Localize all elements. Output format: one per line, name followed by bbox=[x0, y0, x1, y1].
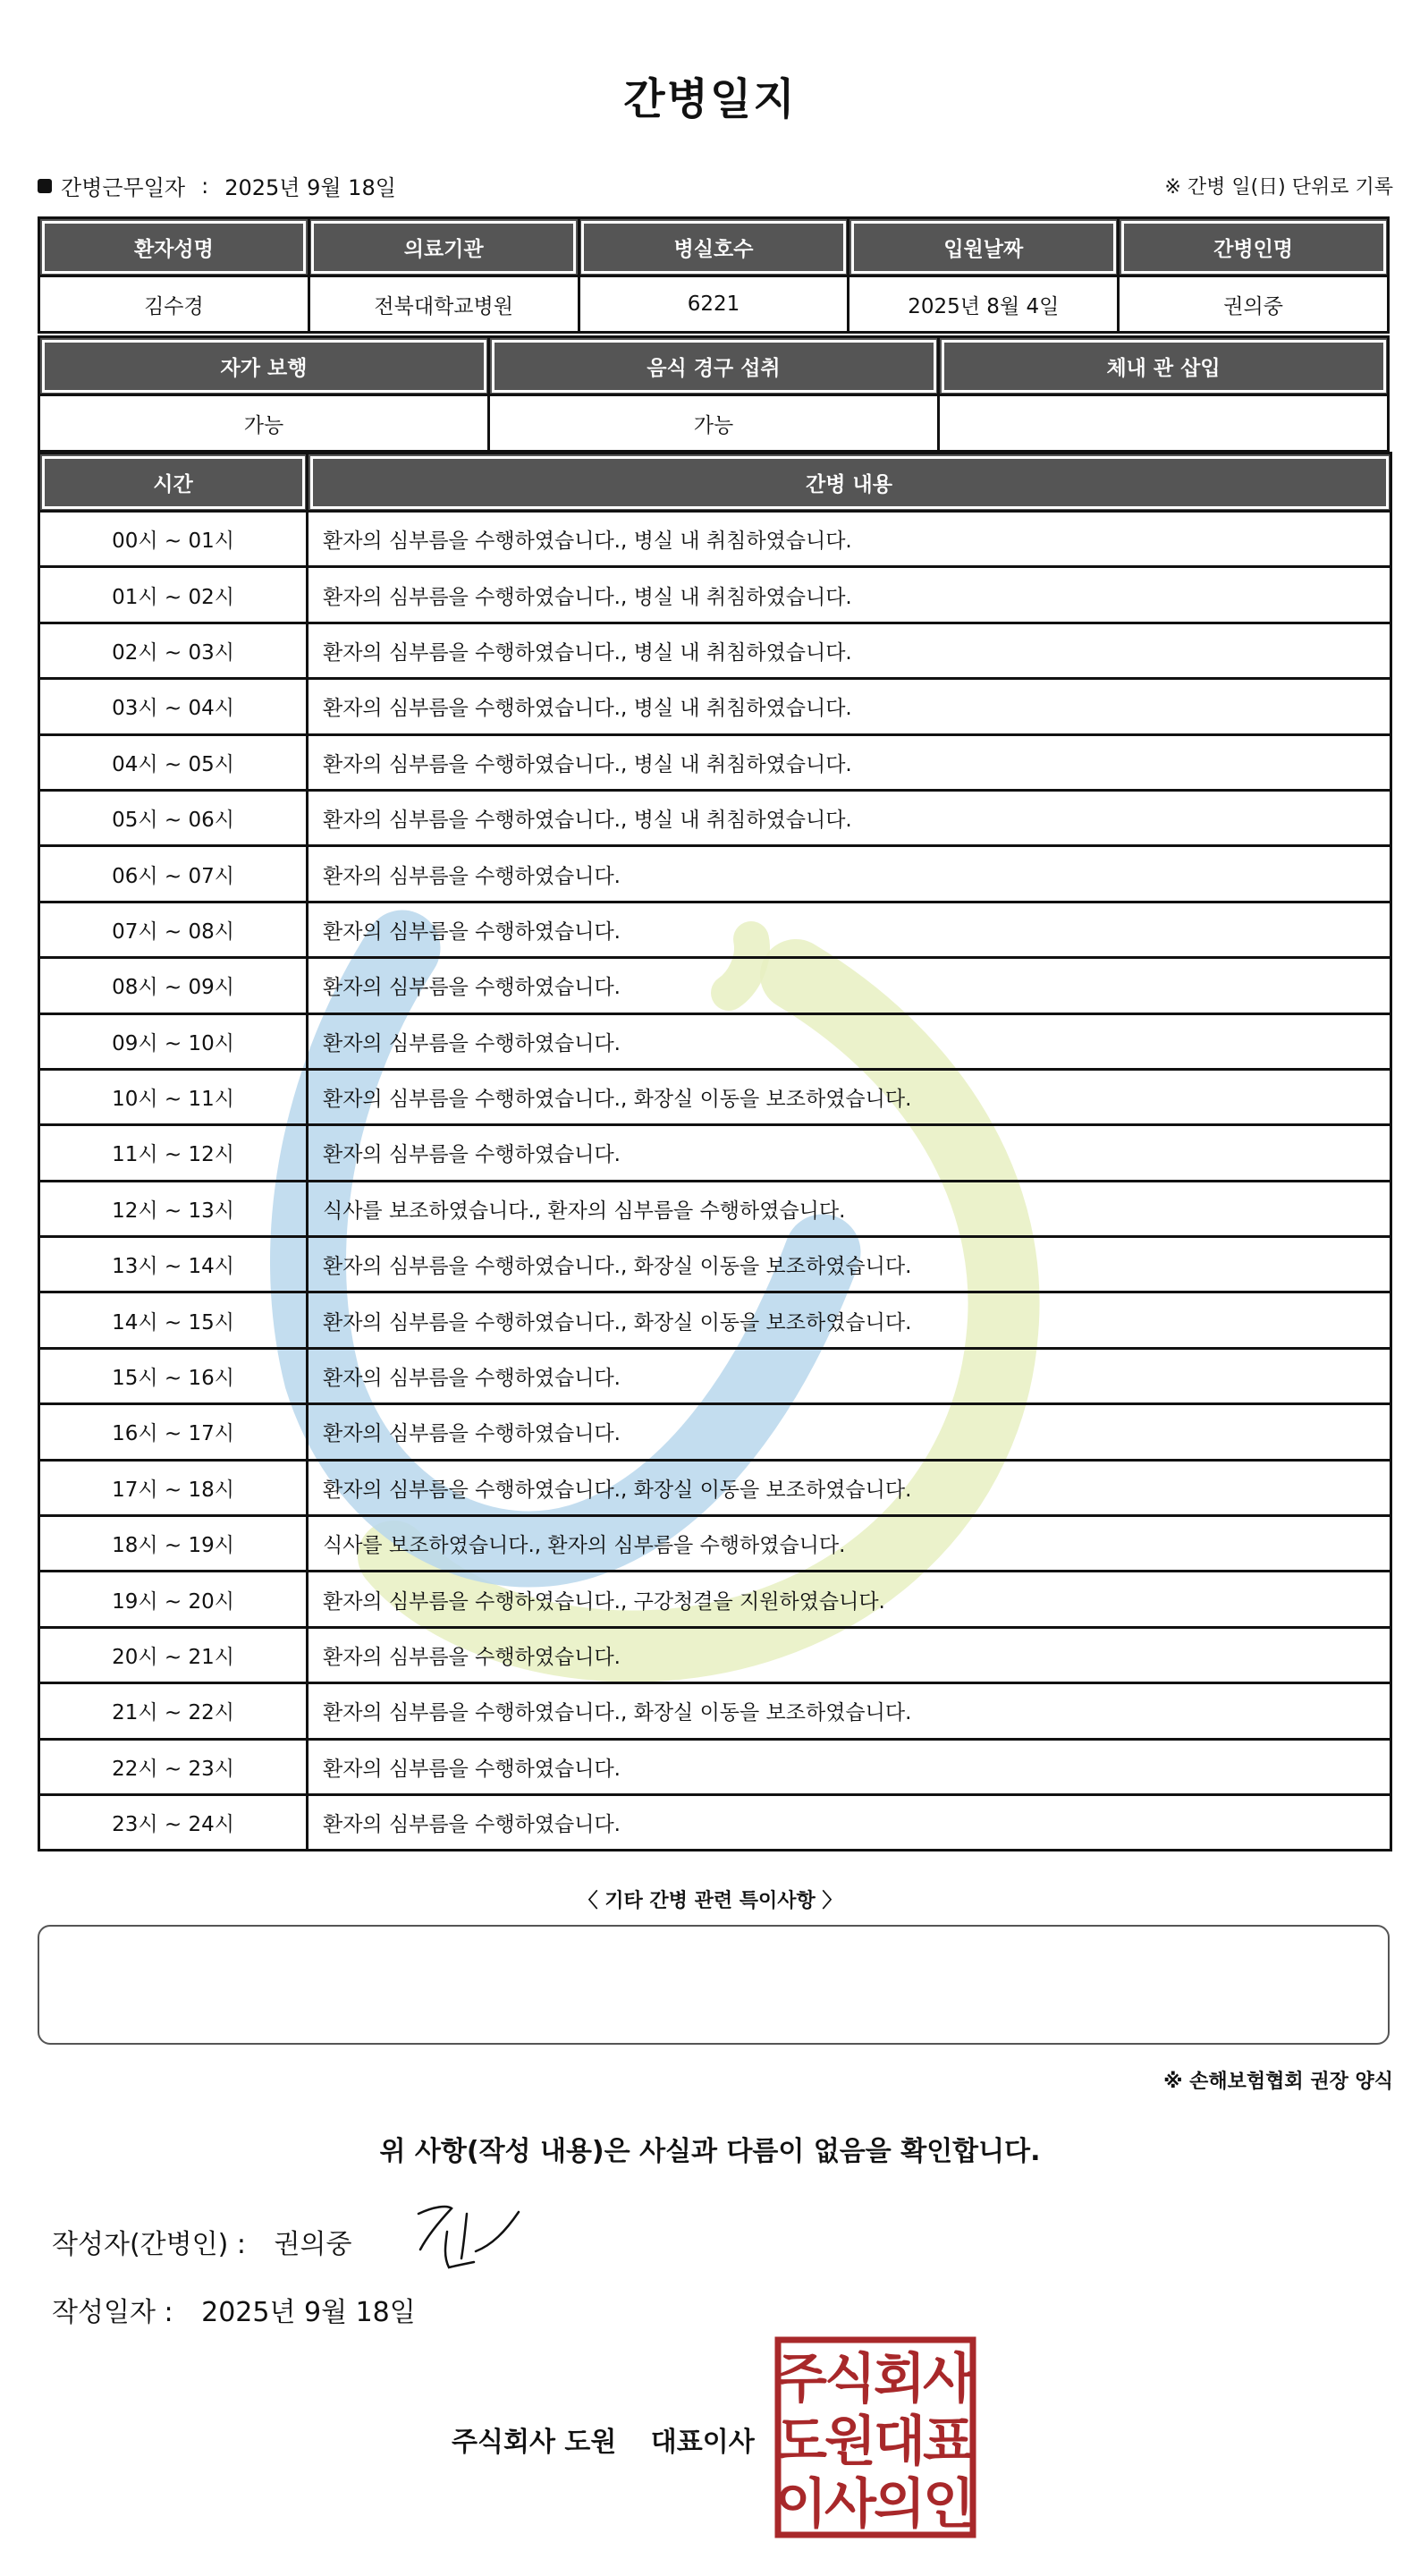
care-log-time: 14시 ~ 15시 bbox=[39, 1292, 308, 1348]
care-log-row bbox=[39, 1516, 1391, 1572]
header-hospital: 의료기관 bbox=[309, 218, 579, 276]
care-log-row bbox=[39, 902, 1391, 957]
care-log-time: 20시 ~ 21시 bbox=[39, 1627, 308, 1682]
writer-line bbox=[52, 2222, 351, 2261]
care-log-row bbox=[39, 1181, 1391, 1236]
care-log-content: 환자의 심부름을 수행하였습니다., 병실 내 취침하였습니다. bbox=[308, 790, 1391, 845]
header-oral-intake: 음식 경구 섭취 bbox=[489, 337, 939, 395]
company-seal-stamp bbox=[774, 2336, 976, 2538]
care-log-row bbox=[39, 1794, 1391, 1850]
care-log-time: 07시 ~ 08시 bbox=[39, 902, 308, 957]
page-title: 간병일지 bbox=[623, 74, 797, 124]
company-name: 주식회사 도원 bbox=[452, 2427, 617, 2458]
status-header-row bbox=[39, 337, 1389, 395]
seal-character: 의 bbox=[874, 2473, 926, 2536]
seal-character: 표 bbox=[923, 2411, 975, 2473]
work-date bbox=[38, 170, 396, 201]
care-log-row bbox=[39, 1627, 1391, 1682]
care-log-content: 환자의 심부름을 수행하였습니다., 화장실 이동을 보조하였습니다. bbox=[308, 1237, 1391, 1292]
care-log-row bbox=[39, 1125, 1391, 1181]
recommend-note: ※ 손해보험협회 권장 양식 bbox=[1163, 2071, 1393, 2093]
seal-character: 사 bbox=[824, 2473, 876, 2536]
care-log-time: 21시 ~ 22시 bbox=[39, 1683, 308, 1739]
care-log-content: 환자의 심부름을 수행하였습니다. bbox=[308, 1404, 1391, 1460]
header-tube-insertion: 체내 관 삽입 bbox=[939, 337, 1389, 395]
care-log-row bbox=[39, 734, 1391, 790]
care-log-content: 환자의 심부름을 수행하였습니다., 병실 내 취침하였습니다. bbox=[308, 567, 1391, 623]
care-log-content: 환자의 심부름을 수행하였습니다. bbox=[308, 902, 1391, 957]
handwritten-signature bbox=[411, 2196, 528, 2276]
care-log-content: 식사를 보조하였습니다., 환자의 심부름을 수행하였습니다. bbox=[308, 1181, 1391, 1236]
seal-character: 이 bbox=[775, 2473, 827, 2536]
header-care-content: 간병 내용 bbox=[308, 453, 1391, 512]
care-log-time: 00시 ~ 01시 bbox=[39, 512, 308, 567]
notes-label: 〈 기타 간병 관련 특이사항 〉 bbox=[578, 1890, 842, 1912]
care-log-content: 환자의 심부름을 수행하였습니다., 병실 내 취침하였습니다. bbox=[308, 512, 1391, 567]
work-date-value: 2025년 9월 18일 bbox=[224, 175, 396, 200]
care-log-time: 19시 ~ 20시 bbox=[39, 1572, 308, 1627]
admission-date: 2025년 8월 4일 bbox=[849, 276, 1119, 333]
writer-label: 작성자(간병인) : bbox=[52, 2229, 246, 2260]
header-time: 시간 bbox=[39, 453, 308, 512]
care-log-content: 환자의 심부름을 수행하였습니다. bbox=[308, 1013, 1391, 1069]
header-patient-name: 환자성명 bbox=[39, 218, 309, 276]
care-log-row bbox=[39, 512, 1391, 567]
care-log-time: 22시 ~ 23시 bbox=[39, 1739, 308, 1794]
written-date-label: 작성일자 : bbox=[52, 2297, 173, 2328]
care-log-row bbox=[39, 846, 1391, 902]
care-log-row bbox=[39, 1572, 1391, 1627]
care-log-time: 09시 ~ 10시 bbox=[39, 1013, 308, 1069]
care-log-time: 10시 ~ 11시 bbox=[39, 1069, 308, 1124]
status-value-row bbox=[39, 395, 1389, 452]
work-date-label: 간병근무일자 bbox=[61, 175, 186, 200]
care-log-time: 02시 ~ 03시 bbox=[39, 623, 308, 678]
header-room: 병실호수 bbox=[579, 218, 849, 276]
care-log-row bbox=[39, 1069, 1391, 1124]
care-log-time: 15시 ~ 16시 bbox=[39, 1348, 308, 1403]
patient-info-value-row bbox=[39, 276, 1389, 333]
care-log-content: 환자의 심부름을 수행하였습니다. bbox=[308, 1348, 1391, 1403]
care-log-time: 01시 ~ 02시 bbox=[39, 567, 308, 623]
care-log-row bbox=[39, 1237, 1391, 1292]
oral-intake-value: 가능 bbox=[489, 395, 939, 452]
seal-character: 인 bbox=[923, 2473, 975, 2536]
care-log-row bbox=[39, 1404, 1391, 1460]
header-admission-date: 입원날짜 bbox=[849, 218, 1119, 276]
seal-character: 식 bbox=[824, 2348, 876, 2411]
care-log-content: 환자의 심부름을 수행하였습니다., 구강청결을 지원하였습니다. bbox=[308, 1572, 1391, 1627]
care-log-content: 환자의 심부름을 수행하였습니다., 화장실 이동을 보조하였습니다. bbox=[308, 1292, 1391, 1348]
tube-insertion-value bbox=[939, 395, 1389, 452]
seal-character: 회 bbox=[874, 2348, 926, 2411]
care-log-content: 환자의 심부름을 수행하였습니다., 병실 내 취침하였습니다. bbox=[308, 679, 1391, 734]
care-log-row bbox=[39, 1739, 1391, 1794]
care-log-row bbox=[39, 1683, 1391, 1739]
care-log-content: 식사를 보조하였습니다., 환자의 심부름을 수행하였습니다. bbox=[308, 1516, 1391, 1572]
care-log-content: 환자의 심부름을 수행하였습니다. bbox=[308, 1627, 1391, 1682]
care-log-content: 환자의 심부름을 수행하였습니다. bbox=[308, 958, 1391, 1013]
care-log-time: 16시 ~ 17시 bbox=[39, 1404, 308, 1460]
writer-name: 권의중 bbox=[274, 2229, 352, 2260]
written-date-value: 2025년 9월 18일 bbox=[201, 2297, 416, 2328]
care-log-content: 환자의 심부름을 수행하였습니다., 화장실 이동을 보조하였습니다. bbox=[308, 1069, 1391, 1124]
bullet-square-icon bbox=[38, 179, 52, 193]
work-date-separator: : bbox=[201, 173, 209, 199]
care-log-content: 환자의 심부름을 수행하였습니다., 병실 내 취침하였습니다. bbox=[308, 734, 1391, 790]
care-log-time: 03시 ~ 04시 bbox=[39, 679, 308, 734]
header-caregiver: 간병인명 bbox=[1119, 218, 1389, 276]
care-log-time: 18시 ~ 19시 bbox=[39, 1516, 308, 1572]
care-log-row bbox=[39, 567, 1391, 623]
care-log-content: 환자의 심부름을 수행하였습니다., 화장실 이동을 보조하였습니다. bbox=[308, 1460, 1391, 1515]
care-log-row bbox=[39, 1013, 1391, 1069]
care-log-content: 환자의 심부름을 수행하였습니다. bbox=[308, 1739, 1391, 1794]
self-walking-value: 가능 bbox=[39, 395, 489, 452]
care-log-time: 13시 ~ 14시 bbox=[39, 1237, 308, 1292]
care-log-time: 04시 ~ 05시 bbox=[39, 734, 308, 790]
care-log-time: 08시 ~ 09시 bbox=[39, 958, 308, 1013]
seal-character: 주 bbox=[775, 2348, 827, 2411]
care-log-row bbox=[39, 790, 1391, 845]
seal-character: 원 bbox=[824, 2411, 876, 2473]
care-log-table bbox=[38, 452, 1392, 1852]
unit-note: ※ 간병 일(日) 단위로 기록 bbox=[1164, 176, 1393, 199]
patient-info-header-row bbox=[39, 218, 1389, 276]
patient-status-table bbox=[38, 335, 1390, 453]
patient-info-table bbox=[38, 216, 1390, 334]
care-log-row bbox=[39, 958, 1391, 1013]
care-log-content: 환자의 심부름을 수행하였습니다., 병실 내 취침하였습니다. bbox=[308, 623, 1391, 678]
care-log-content: 환자의 심부름을 수행하였습니다. bbox=[308, 1125, 1391, 1181]
care-log-time: 12시 ~ 13시 bbox=[39, 1181, 308, 1236]
care-log-time: 11시 ~ 12시 bbox=[39, 1125, 308, 1181]
care-log-row bbox=[39, 1460, 1391, 1515]
room-number: 6221 bbox=[579, 276, 849, 333]
confirmation-statement: 위 사항(작성 내용)은 사실과 다름이 없음을 확인합니다. bbox=[379, 2136, 1041, 2167]
header-self-walking: 자가 보행 bbox=[39, 337, 489, 395]
care-log-header-row bbox=[39, 453, 1391, 512]
care-log-row bbox=[39, 679, 1391, 734]
care-log-time: 17시 ~ 18시 bbox=[39, 1460, 308, 1515]
care-log-time: 05시 ~ 06시 bbox=[39, 790, 308, 845]
care-log-row bbox=[39, 1348, 1391, 1403]
care-log-row bbox=[39, 623, 1391, 678]
notes-box bbox=[38, 1925, 1390, 2045]
patient-name: 김수경 bbox=[39, 276, 309, 333]
caregiver-name: 권의중 bbox=[1119, 276, 1389, 333]
seal-character: 도 bbox=[775, 2411, 827, 2473]
care-log-content: 환자의 심부름을 수행하였습니다. bbox=[308, 1794, 1391, 1850]
care-log-time: 06시 ~ 07시 bbox=[39, 846, 308, 902]
care-log-time: 23시 ~ 24시 bbox=[39, 1794, 308, 1850]
written-date-line bbox=[52, 2290, 416, 2329]
company-signature-line bbox=[452, 2419, 755, 2459]
company-representative-title: 대표이사 bbox=[650, 2427, 755, 2458]
hospital-name: 전북대학교병원 bbox=[309, 276, 579, 333]
care-log-content: 환자의 심부름을 수행하였습니다., 화장실 이동을 보조하였습니다. bbox=[308, 1683, 1391, 1739]
care-log-content: 환자의 심부름을 수행하였습니다. bbox=[308, 846, 1391, 902]
seal-character: 대 bbox=[874, 2411, 926, 2473]
seal-character: 사 bbox=[923, 2348, 975, 2411]
care-log-body bbox=[39, 512, 1391, 1851]
care-log-row bbox=[39, 1292, 1391, 1348]
